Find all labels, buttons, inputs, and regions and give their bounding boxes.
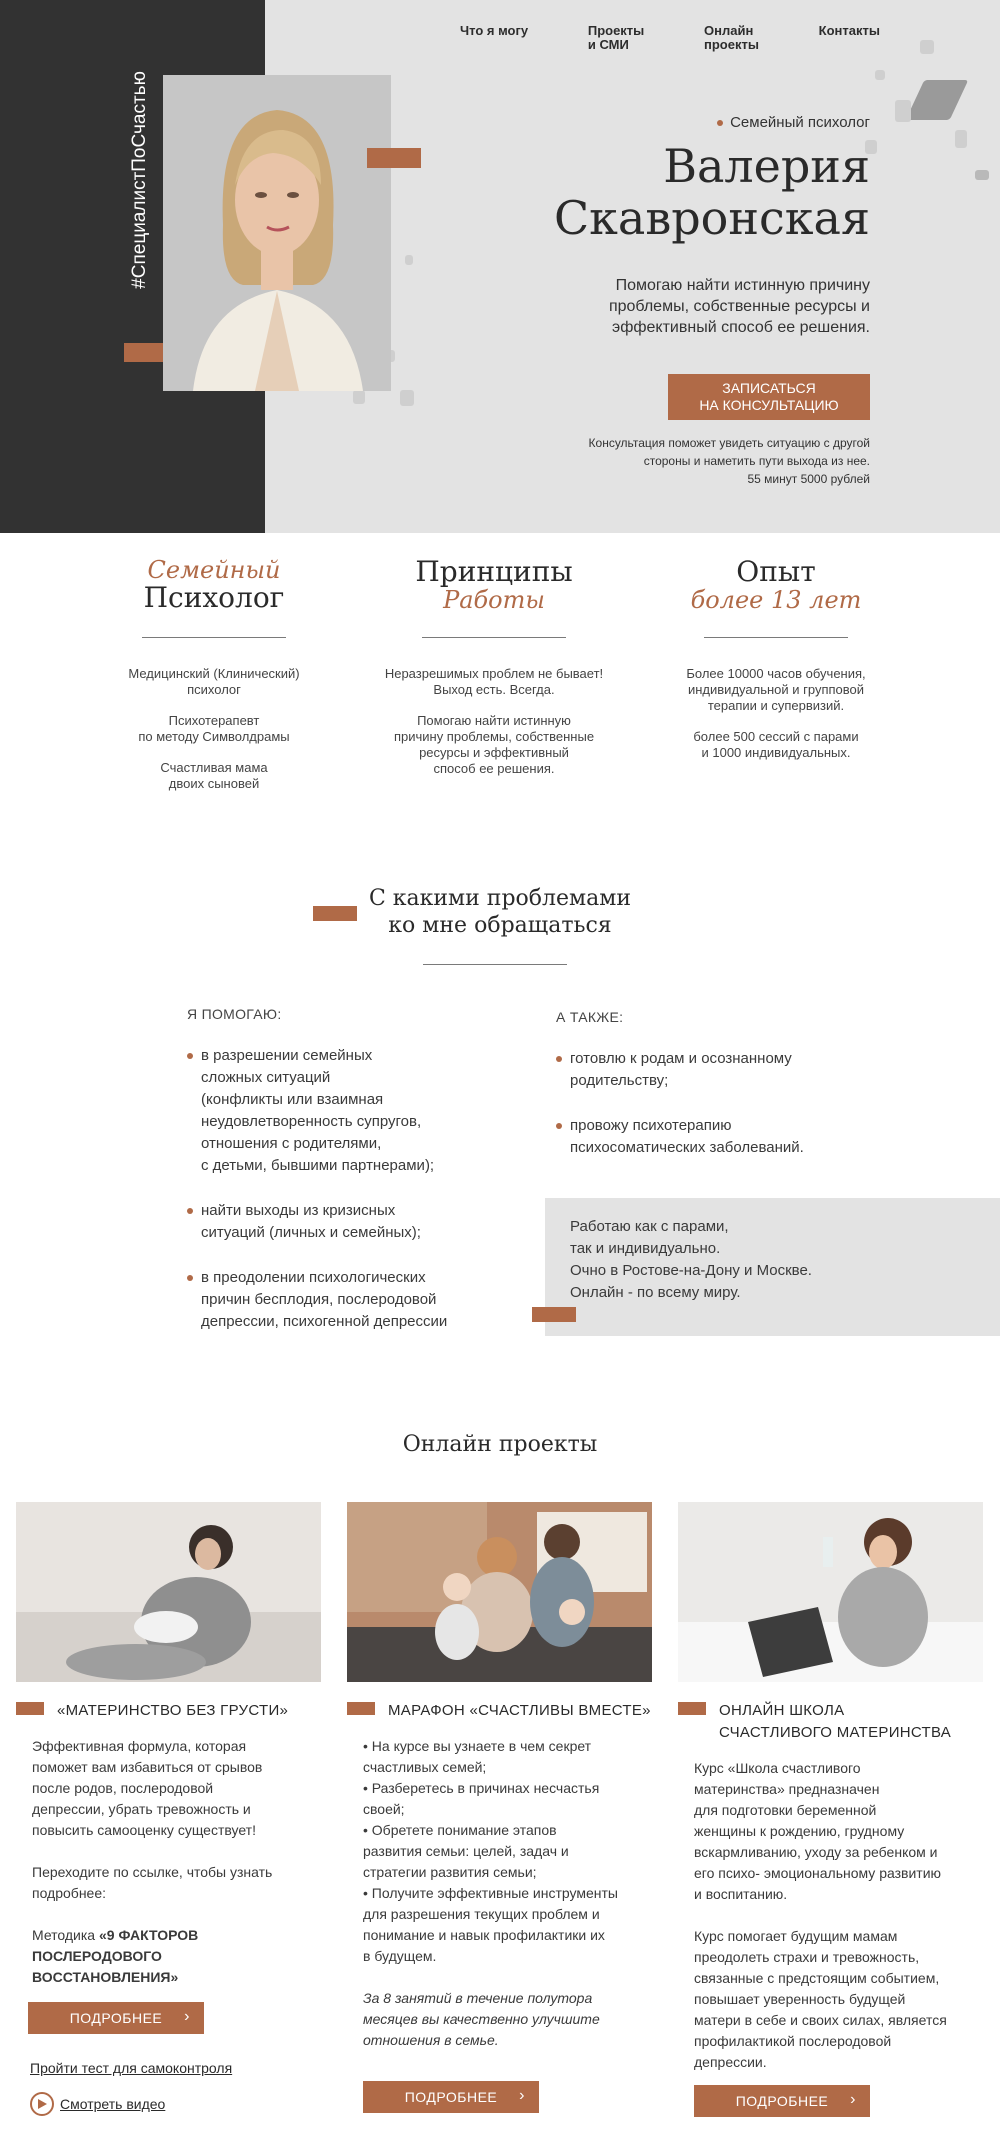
nav-item-online-projects[interactable]: Онлайн проекты [704,23,759,52]
column-title: Опыт [736,555,816,588]
column-title: Принципы [415,555,573,588]
cta-line: ЗАПИСАТЬСЯ [722,380,816,396]
hero-tagline [530,275,870,338]
list-item-line: психосоматических заболеваний. [570,1139,804,1156]
column-text: Более 10000 часов обучения, [686,666,866,681]
watch-video-link[interactable] [30,2092,321,2116]
column-text: двоих сыновей [168,776,260,791]
text-line: женщины к рождению, грудному [694,1823,905,1839]
column-text: Психотерапевт [168,713,260,728]
column-text: индивидуальной и групповой [687,682,865,697]
book-consultation-button[interactable] [668,374,870,420]
hero-role-text: Семейный психолог [730,114,870,131]
project-photo [16,1502,321,1682]
column-text: Медицинский (Клинический) [128,666,300,681]
text-line: в будущем. [363,1948,437,1964]
info-line: так и индивидуально. [570,1240,721,1257]
chevron-right-icon: › [850,2091,856,2108]
text-line: материнства» предназначен [694,1781,880,1797]
more-button[interactable] [363,2081,539,2113]
column-text: способ ее решения. [433,761,555,776]
text-line: депрессии, убрать тревожность и [32,1801,251,1817]
list-item-line: отношения с родителями, [201,1135,382,1152]
text-line: связанные с предстоящим событием, [694,1970,940,1986]
chevron-right-icon: › [519,2087,525,2104]
text-line: стратегии развития семьи; [363,1864,537,1880]
column-text: терапии и супервизий. [707,698,845,713]
list-heading: Я ПОМОГАЮ: [187,1006,282,1022]
text-line: поможет вам избавиться от срывов [32,1759,263,1775]
hero-name-last: Скавронская [553,191,870,245]
hero-name [554,140,870,244]
divider [422,637,566,638]
list-heading: А ТАКЖЕ: [556,1009,624,1025]
help-list-section [187,1006,517,1333]
info-line: Онлайн - по всему миру. [570,1284,741,1301]
divider [704,637,848,638]
column-script: Работы [443,586,545,614]
project-card-marathon [347,1502,652,2113]
portrait-photo [163,75,391,391]
list-item-line: в разрешении семейных [201,1047,373,1064]
column-title: Психолог [143,581,285,614]
column-text: Неразрешимых проблем не бывает! [384,666,604,681]
text-line: преодолеть страхи и тревожность, [694,1949,920,1965]
text-line: после родов, послеродовой [32,1780,214,1796]
text-line: подробнее: [32,1885,107,1901]
text-line: отношения в семье. [363,2032,499,2048]
more-button[interactable] [694,2085,870,2117]
column-experience [656,557,896,761]
hero-name-first: Валерия [663,139,870,193]
text-line: Курс помогает будущим мамам [694,1928,898,1944]
button-label: ПОДРОБНЕЕ [69,2010,163,2026]
hashtag-text: #СпециалистПоСчастью [129,71,150,289]
also-list-section [556,1009,886,1159]
self-test-link[interactable]: Пройти тест для самоконтроля [30,2060,233,2076]
main-nav [460,24,880,52]
project-title [16,1700,321,1722]
mother-with-baby-illustration [16,1502,321,1682]
accent-mark [16,1702,44,1715]
text-line: своей; [363,1801,405,1817]
play-icon [30,2092,54,2116]
note-line: Консультация поможет увидеть ситуацию с другой [588,436,870,450]
list-item-line: (конфликты или взаимная [201,1091,384,1108]
button-label: ПОДРОБНЕЕ [735,2093,829,2109]
family-on-sofa-illustration [347,1502,652,1682]
project-description [678,1744,983,2073]
watch-video-label: Смотреть видео [60,2096,166,2112]
title-line: СЧАСТЛИВОГО МАТЕРИНСТВА [719,1724,952,1741]
nav-item-projects-media[interactable]: Проекты и СМИ [587,23,645,52]
decor-shape [875,70,885,80]
text-line: профилактикой послеродовой [694,2033,892,2049]
column-text: и 1000 индивидуальных. [701,745,851,760]
projects-title: Онлайн проекты [402,1432,598,1457]
list-item [556,1048,886,1092]
column-text: Выход есть. Всегда. [433,682,555,697]
project-title-text: МАРАФОН «СЧАСТЛИВЫ ВМЕСТЕ» [388,1702,651,1719]
project-title [347,1700,652,1722]
text-line: месяцев вы качественно улучшите [363,2011,600,2027]
text-line: депрессии. [694,2054,767,2070]
decor-shape [895,100,911,122]
list-item [187,1267,517,1333]
text-line: для разрешения текущих проблем и [363,1906,600,1922]
title-line: ОНЛАЙН ШКОЛА [719,1702,845,1719]
button-label: ПОДРОБНЕЕ [404,2089,498,2105]
list-item-line: ситуаций (личных и семейных); [201,1224,421,1241]
column-script: более 13 лет [690,586,862,614]
note-line: стороны и наметить пути выхода из нее. [643,454,870,468]
column-script: Семейный [147,556,281,584]
column-text: более 500 сессий с парами [693,729,859,744]
text-line: для подготовки беременной [694,1802,877,1818]
list-item-line: родительству; [570,1072,669,1089]
accent-bar [532,1307,576,1322]
pregnant-woman-illustration [678,1502,983,1682]
text-line: и воспитанию. [694,1886,788,1902]
method-name [32,1925,305,1946]
text-line: • Обретете понимание этапов [363,1822,557,1838]
column-psychologist [94,557,334,792]
accent-mark [678,1702,706,1715]
chevron-right-icon: › [184,2008,190,2025]
text-line: вскармливанию, уходу за ребенком и [694,1844,938,1860]
decor-shape [353,390,365,404]
tagline-line: эффективный способ ее решения. [612,319,870,336]
text-line: • Разберетесь в причинах несчастья [363,1780,600,1796]
column-text: психолог [187,682,241,697]
text-line: За 8 занятий в течение полутора [363,1990,593,2006]
project-title-text: «МАТЕРИНСТВО БЕЗ ГРУСТИ» [57,1702,289,1719]
decor-shape [955,130,967,148]
method-bold: ВОССТАНОВЛЕНИЯ» [32,1969,179,1985]
hashtag-label [128,70,152,290]
project-title-text [719,1700,951,1744]
tagline-line: Помогаю найти истинную причину [615,277,870,294]
nav-item-skills[interactable]: Что я могу [460,23,529,38]
text-line: его психо- эмоциональному развитию [694,1865,942,1881]
text-line: повышает уверенность будущей [694,1991,906,2007]
hero-role [717,114,870,131]
also-list [556,1048,886,1159]
problems-title [350,885,650,939]
list-item-line: неудовлетворенность супругов, [201,1113,422,1130]
list-item [187,1045,517,1177]
method-bold: «9 ФАКТОРОВ [98,1927,199,1943]
list-item-line: готовлю к родам и осознанному [570,1050,792,1067]
text-line: развития семьи: целей, задач и [363,1843,569,1859]
text-line: Переходите по ссылке, чтобы узнать [32,1864,273,1880]
column-text: Счастливая мама [160,760,268,775]
note-price: 55 минут 5000 рублей [747,472,870,486]
text-line: Курс «Школа счастливого [694,1760,861,1776]
decor-shape [920,40,934,54]
text-line: матери в себе и своих силах, является [694,2012,947,2028]
list-item-line: с детьми, бывшими партнерами); [201,1157,435,1174]
portrait-illustration [163,75,391,391]
list-item-line: найти выходы из кризисных [201,1202,396,1219]
column-text: Помогаю найти истинную [417,713,571,728]
decor-shape [400,390,414,406]
decor-shape [906,80,969,120]
text-line: понимание и навык профилактики их [363,1927,605,1943]
text-line: • На курсе вы узнаете в чем секрет [363,1738,592,1754]
tagline-line: проблемы, собственные ресурсы и [608,298,870,315]
column-text: ресурсы и эффективный [419,745,569,760]
accent-bar [367,148,421,168]
method-bold: ПОСЛЕРОДОВОГО [32,1948,162,1964]
accent-mark [347,1702,375,1715]
divider [142,637,286,638]
text-line: счастливых семей; [363,1759,487,1775]
list-item-line: причин бесплодия, послеродовой [201,1291,437,1308]
nav-item-contacts[interactable]: Контакты [818,23,880,38]
list-item [556,1115,886,1159]
divider [423,964,567,965]
project-card-school [678,1502,983,2117]
bullet-dot [717,120,723,126]
text-line: Эффективная формула, которая [32,1738,247,1754]
text-line: • Получите эффективные инструменты [363,1885,618,1901]
project-photo [347,1502,652,1682]
column-text: по методу Символдрамы [138,729,290,744]
info-line: Работаю как с парами, [570,1218,729,1235]
list-item-line: провожу психотерапию [570,1117,732,1134]
list-item-line: депрессии, психогенной депрессии [201,1313,448,1330]
method-prefix: Методика [32,1927,99,1943]
list-item [187,1200,517,1244]
decor-shape [405,255,413,265]
help-list [187,1045,517,1333]
info-line: Очно в Ростове-на-Дону и Москве. [570,1262,812,1279]
decor-shape [975,170,989,180]
work-format-box [545,1198,1000,1336]
title-line: ко мне обращаться [388,913,612,938]
more-button[interactable] [28,2002,204,2034]
title-line: С какими проблемами [368,886,632,911]
text-line: повысить самооценку существует! [32,1822,256,1838]
cta-line: НА КОНСУЛЬТАЦИЮ [699,397,839,413]
project-photo [678,1502,983,1682]
hero-note [530,434,870,488]
project-description [347,1722,652,2051]
project-title [678,1700,983,1744]
column-principles [374,557,614,777]
project-description [16,1722,321,1988]
list-item-line: сложных ситуаций [201,1069,331,1086]
list-item-line: в преодолении психологических [201,1269,426,1286]
project-card-motherhood [16,1502,321,2116]
column-text: причину проблемы, собственные [393,729,595,744]
